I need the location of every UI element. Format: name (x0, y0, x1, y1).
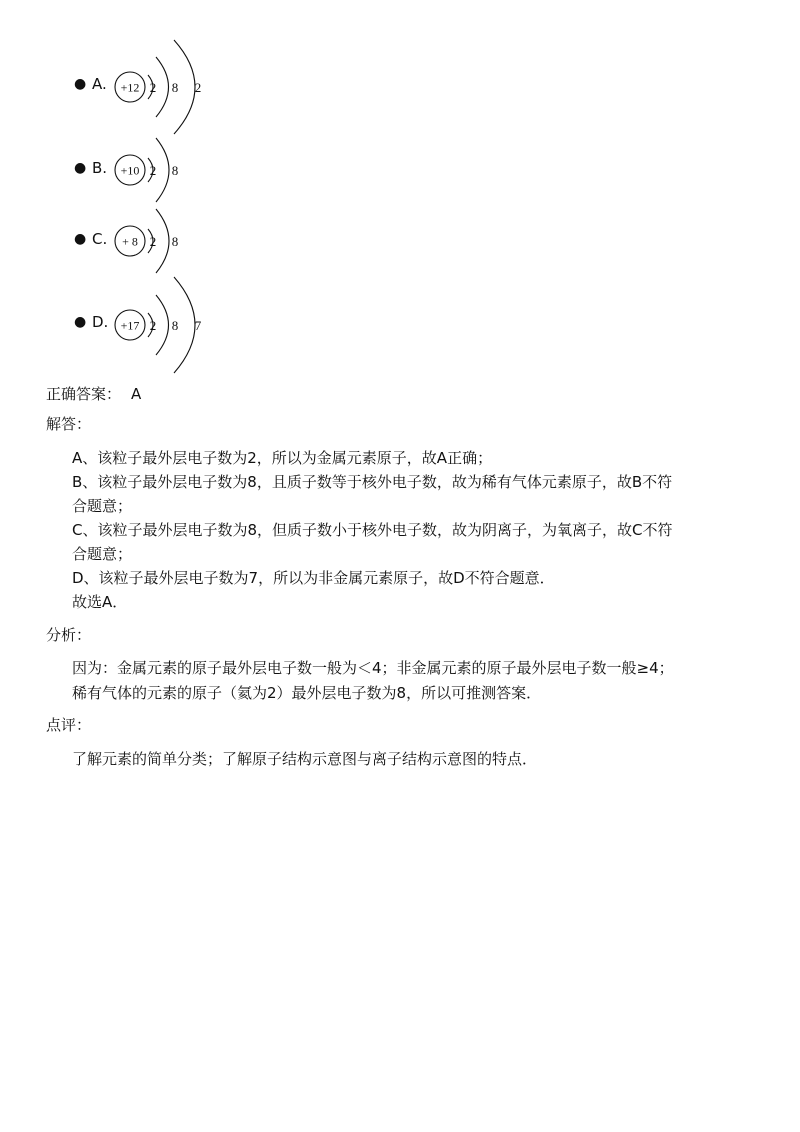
shell-count-2: 8 (171, 163, 179, 178)
solution-line: C、该粒子最外层电子数为8，但质子数小于核外电子数，故为阴离子，为氧离子，故C不符 (72, 521, 673, 539)
solution-heading: 解答： (46, 415, 92, 433)
option-letter: D. (92, 313, 109, 331)
shell-arc-2 (156, 138, 169, 202)
comment-heading: 点评： (46, 716, 92, 734)
option-letter: A. (92, 75, 107, 93)
shell-arc-2 (156, 57, 169, 117)
shell-arc-2 (156, 295, 169, 355)
shell-count-3: 2 (194, 80, 202, 95)
shell-count-2: 8 (171, 80, 179, 95)
solution-line: 合题意； (72, 545, 133, 563)
bullet-icon: ● (74, 231, 87, 247)
shell-arc-2 (156, 209, 169, 273)
bullet-icon: ● (74, 76, 87, 92)
atom-diagram-d (114, 275, 224, 375)
correct-answer-label: 正确答案： (46, 385, 122, 403)
correct-answer-value: A (131, 385, 142, 403)
shell-count-1: 2 (149, 318, 157, 333)
correct-answer (46, 383, 141, 405)
nucleus-charge: +10 (120, 163, 140, 178)
solution-line: 合题意； (72, 497, 133, 515)
atom-diagram-b (114, 134, 224, 204)
nucleus-charge: + 8 (122, 234, 138, 249)
shell-count-2: 8 (171, 318, 179, 333)
analysis-line: 因为：金属元素的原子最外层电子数一般为＜4；非金属元素的原子最外层电子数一般≥4； (72, 659, 674, 677)
shell-count-1: 2 (149, 80, 157, 95)
solution-line: D、该粒子最外层电子数为7，所以为非金属元素原子，故D不符合题意． (72, 569, 555, 587)
analysis-heading: 分析： (46, 626, 92, 644)
nucleus-charge: +17 (120, 318, 140, 333)
analysis-line: 稀有气体的元素的原子（氦为2）最外层电子数为8，所以可推测答案． (72, 684, 542, 702)
comment-line: 了解元素的简单分类；了解原子结构示意图与离子结构示意图的特点． (72, 750, 538, 768)
solution-line: A、该粒子最外层电子数为2，所以为金属元素原子，故A正确； (72, 449, 493, 467)
nucleus-charge: +12 (120, 80, 140, 95)
atom-diagram-c (114, 205, 224, 275)
shell-count-2: 8 (171, 234, 179, 249)
bullet-icon: ● (74, 314, 87, 330)
solution-line: 故选A． (72, 593, 128, 611)
shell-count-1: 2 (149, 163, 157, 178)
option-letter: B. (92, 159, 108, 177)
shell-count-3: 7 (194, 318, 202, 333)
shell-count-1: 2 (149, 234, 157, 249)
atom-diagram-a (114, 38, 224, 138)
bullet-icon: ● (74, 160, 87, 176)
solution-line: B、该粒子最外层电子数为8，且质子数等于核外电子数，故为稀有气体元素原子，故B不符 (72, 473, 673, 491)
option-letter: C. (92, 230, 108, 248)
